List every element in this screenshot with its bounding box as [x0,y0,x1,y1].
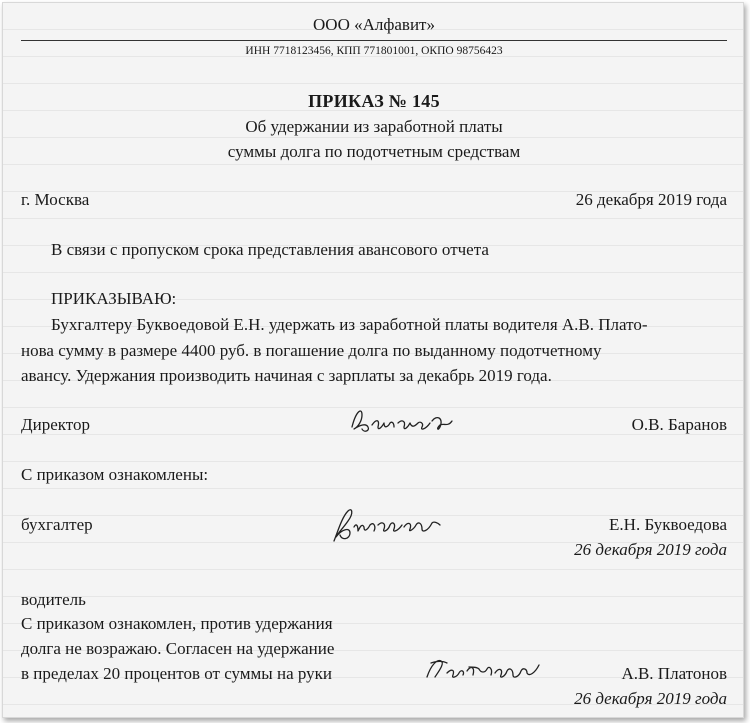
acquainted-label: С приказом ознакомлены: [21,465,209,484]
director-name: О.В. Баранов [631,415,727,434]
driver-name: А.В. Платонов [621,664,727,683]
city: г. Москва [21,190,90,209]
order-subject-line-2: суммы долга по подотчетным средствам [227,142,521,161]
order-subject-line-1: Об удержании из заработной платы [245,117,503,136]
accountant-position: бухгалтер [21,515,93,534]
director-position: Директор [21,415,90,434]
driver-statement-line-3: в пределах 20 процентов от суммы на руки [21,664,333,683]
driver-date: 26 декабря 2019 года [574,689,727,708]
order-document [2,2,744,718]
accountant-name: Е.Н. Буквоедова [609,515,727,534]
order-date: 26 декабря 2019 года [575,190,727,209]
organization-requisites: ИНН 7718123456, КПП 771801001, ОКПО 98756423 [245,45,503,57]
order-text-line-1: Бухгалтеру Буквоедовой Е.Н. удержать из заработной платы водителя А.В. Плато- [51,315,648,334]
order-text-line-2: нова сумму в размере 4400 руб. в погашение долга по выданному подотчетному [21,341,602,360]
signature-baranov-icon [348,401,453,439]
signature-platonov-icon [421,651,543,685]
driver-statement-line-2: долга не возражаю. Согласен на удержание [21,639,335,658]
signature-bukvoedova-icon [328,503,443,547]
order-keyword: ПРИКАЗЫВАЮ: [51,289,177,308]
order-text-line-3: авансу. Удержания производить начиная с зарплаты за декабрь 2019 года. [21,366,552,385]
order-reason: В связи с пропуском срока представления авансового отчета [51,240,489,259]
driver-position: водитель [21,590,86,609]
driver-statement-line-1: С приказом ознакомлен, против удержания [21,614,333,633]
order-title: ПРИКАЗ № 145 [308,91,440,111]
accountant-date: 26 декабря 2019 года [574,540,727,559]
header-divider [21,40,727,41]
organization-name: ООО «Алфавит» [313,15,435,34]
